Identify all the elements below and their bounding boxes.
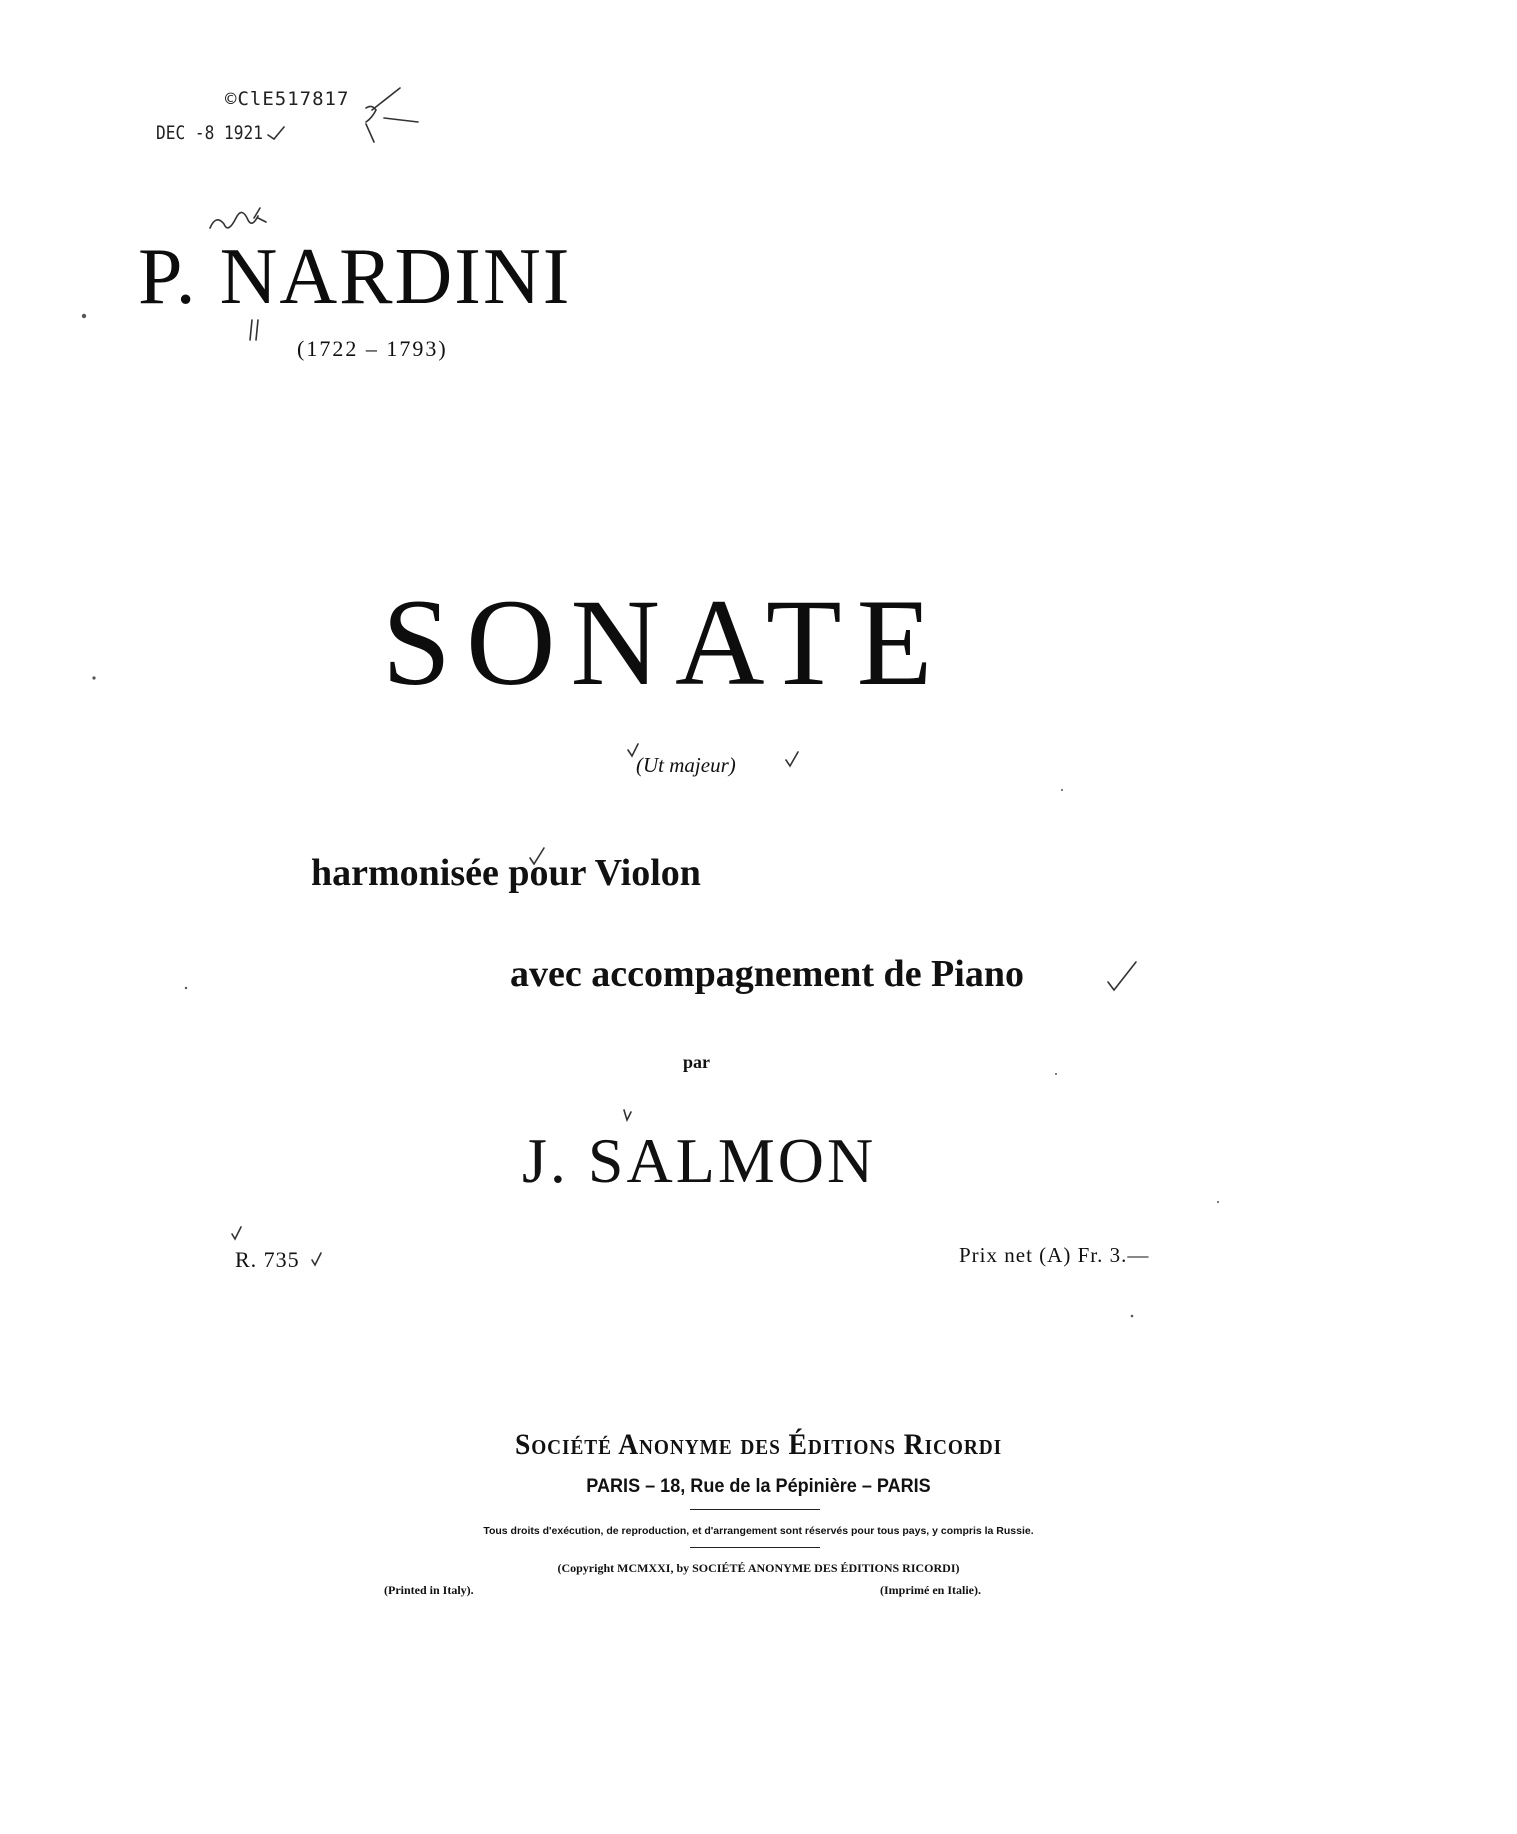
price-label: Prix net (A) Fr. 3.— [959, 1243, 1150, 1267]
reference-check-top [232, 1227, 241, 1239]
arranger-check-mark [624, 1110, 631, 1120]
catalog-reference: R. 735 [235, 1247, 300, 1272]
date-check-mark [268, 127, 284, 139]
subtitle-line-2: avec accompagnement de Piano [510, 953, 1024, 995]
composer-dates: (1722 – 1793) [297, 336, 448, 361]
publisher-address: PARIS – 18, Rue de la Pépinière – PARIS [586, 1476, 931, 1497]
composer-name: P. NARDINI [138, 233, 572, 321]
stamp-check-mark [366, 88, 400, 122]
divider-rule [690, 1547, 820, 1548]
reference-check-right [312, 1253, 321, 1265]
subtitle-line-1: harmonisée pour Violon [311, 852, 701, 894]
divider-rule [690, 1509, 820, 1510]
copyright-stamp: ©ClE517817 [225, 88, 350, 110]
imprime-en-note: (Imprimé en Italie). [880, 1583, 981, 1597]
arranger-name: J. SALMON [522, 1125, 877, 1196]
copyright-notice: (Copyright MCMXXI, by SOCIÉTÉ ANONYME DES ÉDITIONS RICORDI) [557, 1561, 960, 1575]
printed-in-note: (Printed in Italy). [384, 1583, 474, 1597]
by-label: par [683, 1052, 710, 1072]
rights-notice: Tous droits d'exécution, de reproduction, et d'arrangement sont réservés pour tous pays, y compris la Russie. [483, 1525, 1034, 1537]
composer-scribble [210, 212, 258, 228]
composer-double-stroke [250, 320, 258, 340]
registration-date-stamp: DEC -8 1921 [156, 122, 263, 144]
piano-check-mark [1108, 962, 1136, 990]
key-check-right [786, 752, 798, 766]
work-key: (Ut majeur) [636, 753, 736, 777]
work-title: SONATE [382, 574, 948, 711]
publisher-name: Société Anonyme des Éditions Ricordi [514, 1428, 1003, 1461]
